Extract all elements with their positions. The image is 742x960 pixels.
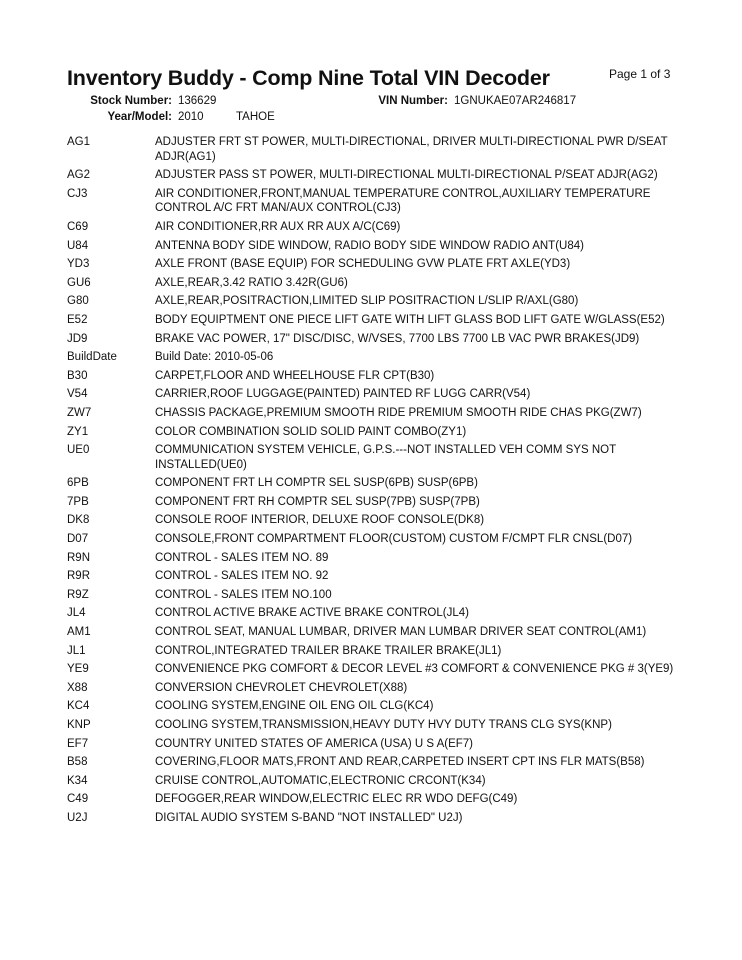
option-code: 6PB [67,477,89,490]
option-row [67,218,687,237]
option-code-list [67,133,687,828]
option-description: Build Date: 2010-05-06 [155,351,274,364]
option-row [67,753,687,772]
option-description: CONSOLE ROOF INTERIOR, DELUXE ROOF CONSOLE(DK8) [155,514,485,527]
option-description: CONTROL,INTEGRATED TRAILER BRAKE TRAILER BRAKE(JL1) [155,644,502,657]
page-number: Page 1 of 3 [609,67,671,81]
option-code: JL1 [67,644,86,657]
option-description: COOLING SYSTEM,TRANSMISSION,HEAVY DUTY HVY DUTY TRANS CLG SYS(KNP) [155,719,612,731]
option-description: COMPONENT FRT LH COMPTR SEL SUSP(6PB) SUSP(6PB) [155,477,478,490]
stock-number-value: 136629 [178,95,217,107]
vin-number-value: 1GNUKAE07AR246817 [454,95,577,107]
option-description: CONVERSION CHEVROLET CHEVROLET(X88) [155,681,408,694]
option-code: AG1 [67,136,91,148]
option-code: JD9 [67,332,88,345]
option-row [67,185,687,218]
option-description: CONTROL - SALES ITEM NO.100 [155,588,332,601]
option-description: COLOR COMBINATION SOLID SOLID PAINT COMBO(ZY1) [155,425,467,438]
option-row [67,292,687,311]
option-code: B30 [67,369,88,382]
option-row [67,679,687,698]
option-row [67,311,687,330]
option-code: K34 [67,774,88,787]
option-description: AIR CONDITIONER,FRONT,MANUAL TEMPERATURE CONTROL,AUXILIARY TEMPERATURE CONTROL A/C FRT MAN/AUX CONTROL(CJ3) [155,187,651,215]
option-description: ADJUSTER PASS ST POWER, MULTI-DIRECTIONAL MULTI-DIRECTIONAL P/SEAT ADJR(AG2) [155,169,658,182]
option-code: 7PB [67,495,89,508]
option-code: C49 [67,793,89,806]
option-row [67,255,687,274]
option-row [67,274,687,293]
option-row [67,567,687,586]
option-row [67,735,687,754]
option-code: G80 [67,295,89,308]
option-description: DEFOGGER,REAR WINDOW,ELECTRIC ELEC RR WDO DEFG(C49) [155,793,518,806]
option-description: COMPONENT FRT RH COMPTR SEL SUSP(7PB) SUSP(7PB) [155,495,480,508]
vin-number-label: VIN Number: [378,95,448,107]
option-description: COMMUNICATION SYSTEM VEHICLE, G.P.S.---NOT INSTALLED VEH COMM SYS NOT INSTALLED(UE0) [155,444,616,471]
option-description: AXLE,REAR,3.42 RATIO 3.42R(GU6) [155,276,348,289]
option-code: KC4 [67,700,90,713]
option-description: CRUISE CONTROL,AUTOMATIC,ELECTRONIC CRCONT(K34) [155,774,486,787]
option-code: R9N [67,551,91,564]
option-description: BODY EQUIPTMENT ONE PIECE LIFT GATE WITH LIFT GLASS BOD LIFT GATE W/GLASS(E52) [155,313,665,326]
option-description: AXLE,REAR,POSITRACTION,LIMITED SLIP POSITRACTION L/SLIP R/AXL(G80) [155,295,579,308]
option-row [67,642,687,661]
option-description: AXLE FRONT (BASE EQUIP) FOR SCHEDULING GVW PLATE FRT AXLE(YD3) [155,258,571,271]
option-code: CJ3 [67,187,88,200]
option-description: COOLING SYSTEM,ENGINE OIL ENG OIL CLG(KC4) [155,700,434,713]
option-description: AIR CONDITIONER,RR AUX RR AUX A/C(C69) [155,220,401,233]
option-description: COUNTRY UNITED STATES OF AMERICA (USA) U S A(EF7) [155,737,473,750]
option-code: ZW7 [67,406,92,419]
option-code: E52 [67,313,88,326]
option-row [67,586,687,605]
option-code: BuildDate [67,351,117,364]
year-value: 2010 [178,111,204,123]
option-code: YD3 [67,258,90,271]
option-code: YE9 [67,663,89,676]
option-row [67,348,687,367]
option-row [67,716,687,735]
stock-number-label: Stock Number: [90,95,172,107]
option-code: GU6 [67,276,91,289]
option-description: CONTROL SEAT, MANUAL LUMBAR, DRIVER MAN LUMBAR DRIVER SEAT CONTROL(AM1) [155,626,647,639]
option-row [67,474,687,493]
option-code: ZY1 [67,425,89,438]
option-code: V54 [67,388,88,401]
option-description: BRAKE VAC POWER, 17" DISC/DISC, W/VSES, 7700 LBS 7700 LB VAC PWR BRAKES(JD9) [155,332,640,345]
option-row [67,441,687,474]
option-row [67,404,687,423]
option-row [67,623,687,642]
year-model-label: Year/Model: [107,111,172,123]
option-code: R9Z [67,588,89,601]
option-code: UE0 [67,444,90,457]
option-code: D07 [67,533,89,546]
option-code: U84 [67,239,89,252]
option-code: KNP [67,719,91,731]
option-code: C69 [67,220,89,233]
option-code: JL4 [67,607,86,620]
option-code: B58 [67,756,88,769]
option-row [67,697,687,716]
option-row [67,133,687,166]
option-code: AM1 [67,626,91,639]
option-code: EF7 [67,737,89,750]
option-description: CONTROL - SALES ITEM NO. 92 [155,570,329,583]
option-description: DIGITAL AUDIO SYSTEM S-BAND "NOT INSTALLED" U2J) [155,811,463,824]
option-row [67,423,687,442]
option-row [67,604,687,623]
option-row [67,530,687,549]
option-description: CARRIER,ROOF LUGGAGE(PAINTED) PAINTED RF LUGG CARR(V54) [155,388,531,401]
option-description: CONTROL ACTIVE BRAKE ACTIVE BRAKE CONTROL(JL4) [155,607,469,620]
option-row [67,809,687,828]
model-value: TAHOE [236,111,275,123]
option-code: AG2 [67,169,91,182]
option-description: CONTROL - SALES ITEM NO. 89 [155,551,329,564]
option-description: CARPET,FLOOR AND WHEELHOUSE FLR CPT(B30) [155,369,435,382]
option-code: X88 [67,681,88,694]
option-description: COVERING,FLOOR MATS,FRONT AND REAR,CARPETED INSERT CPT INS FLR MATS(B58) [155,756,645,769]
page-title: Inventory Buddy - Comp Nine Total VIN Decoder [67,66,550,90]
option-description: ADJUSTER FRT ST POWER, MULTI-DIRECTIONAL, DRIVER MULTI-DIRECTIONAL PWR D/SEAT ADJR(AG1) [155,136,668,163]
option-row [67,660,687,679]
option-code: DK8 [67,514,90,527]
option-row [67,493,687,512]
option-description: CONSOLE,FRONT COMPARTMENT FLOOR(CUSTOM) CUSTOM F/CMPT FLR CNSL(D07) [155,533,633,546]
option-row [67,511,687,530]
option-row [67,166,687,185]
option-description: CONVENIENCE PKG COMFORT & DECOR LEVEL #3 COMFORT & CONVENIENCE PKG # 3(YE9) [155,663,674,676]
option-row [67,549,687,568]
option-code: U2J [67,811,88,824]
option-description: CHASSIS PACKAGE,PREMIUM SMOOTH RIDE PREMIUM SMOOTH RIDE CHAS PKG(ZW7) [155,406,642,419]
option-row [67,790,687,809]
option-description: ANTENNA BODY SIDE WINDOW, RADIO BODY SIDE WINDOW RADIO ANT(U84) [155,239,584,252]
option-row [67,385,687,404]
option-code: R9R [67,570,91,583]
option-row [67,772,687,791]
option-row [67,367,687,386]
option-row [67,330,687,349]
option-row [67,237,687,256]
